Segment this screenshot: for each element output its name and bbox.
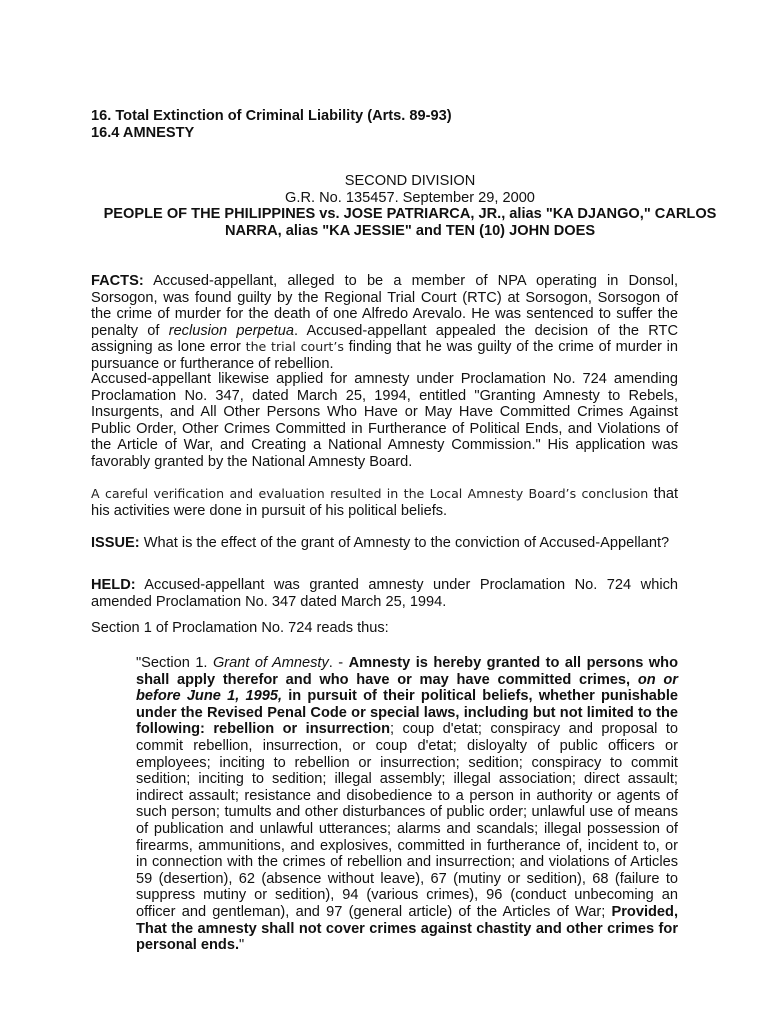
quote-grant-title: Grant of Amnesty	[212, 655, 329, 671]
facts-light-text: the trial court’s	[245, 339, 344, 355]
held-label: HELD:	[91, 577, 136, 593]
facts-text-b: . Accused-appellant appealed the decision of the RTC assigning as lone error	[91, 322, 679, 356]
quote-bold-2: in pursuit of their political beliefs, whether punishable under the Revised Penal Code or special laws, including but not limited to the following: rebellion or insurrection	[136, 688, 678, 738]
section-heading	[91, 108, 452, 141]
quote-date: on or before June 1, 1995,	[136, 671, 678, 705]
issue-paragraph	[91, 535, 678, 552]
quoted-section-1	[136, 655, 678, 954]
quote-open: "Section 1.	[136, 655, 213, 671]
case-caption	[80, 173, 740, 239]
held-paragraph	[91, 577, 678, 610]
case-number: G.R. No. 135457. September 29, 2000	[285, 189, 535, 206]
facts-paragraph	[91, 273, 678, 373]
quote-bold-1: Amnesty is hereby granted to all persons who shall apply therefor and who have or may have committed crimes,	[136, 655, 678, 688]
held-text: Accused-appellant was granted amnesty under Proclamation No. 724 which amended Proclamation No. 347 dated March 25, 1994.	[91, 577, 678, 610]
heading-line-1: 16. Total Extinction of Criminal Liability (Arts. 89-93)	[91, 108, 452, 124]
facts-italic: reclusion perpetua	[168, 322, 294, 339]
quote-proviso: Provided, That the amnesty shall not cover crimes against chastity and other crimes for personal ends.	[136, 903, 678, 954]
facts-text-a: Accused-appellant, alleged to be a member of NPA operating in Donsol, Sorsogon, was found guilty by the Regional Trial Court (RTC) at Sorsogon, Sorsogon of the crime of murder for the death of one Alfredo Arevalo. He was sentenced to suffer the penalty of	[91, 273, 678, 339]
facts-label: FACTS:	[91, 273, 144, 289]
verification-light-text: A careful verification and evaluation resulted in the Local Amnesty Board’s conclusion	[91, 486, 649, 501]
heading-line-2: 16.4 AMNESTY	[91, 124, 195, 141]
division-label: SECOND DIVISION	[344, 173, 476, 189]
issue-text: What is the effect of the grant of Amnesty to the conviction of Accused-Appellant?	[139, 535, 670, 551]
quote-close: "	[239, 937, 245, 954]
quote-crimes-list: ; coup d'etat; conspiracy and proposal to commit rebellion, insurrection, or coup d'etat; disloyalty of public officers or employees; inciting to rebellion or insurrection; sedition; conspiracy to commit sedition; inciting to sedition; illegal assembly; illegal association; direct assault; indirect assault; resistance and disobedience to a person in authority or agents of such person; tumults and other disturbances of public order; unlawful use of means of publication and unlawful utterances; alarms and scandals; illegal possession of firearms, ammunitions, and explosives, committed in furtherance of, incident to, or in connection with the crimes of rebellion and insurrection; and violations of Articles 59 (desertion), 62 (absence without leave), 67 (mutiny or sedition), 68 (failure to suppress mutiny or sedition), 94 (various crimes), 96 (conduct unbecoming an officer and gentleman), and 97 (general article) of the Articles of War;	[136, 721, 678, 920]
verification-paragraph	[91, 486, 678, 519]
case-title: PEOPLE OF THE PHILIPPINES vs. JOSE PATRIARCA, JR., alias "KA DJANGO," CARLOS NARRA, alias "KA JESSIE" and TEN (10) JOHN DOES	[103, 206, 717, 239]
facts-text-c: finding that he was guilty of the crime of murder in pursuance or furtherance of rebellion.	[91, 339, 679, 372]
quote-dash: . -	[328, 655, 349, 671]
verification-rest-text: that his activities were done in pursuit of his political beliefs.	[91, 486, 678, 519]
issue-label: ISSUE:	[91, 535, 140, 551]
section-intro: Section 1 of Proclamation No. 724 reads thus:	[91, 620, 389, 636]
amnesty-application-paragraph: Accused-appellant likewise applied for amnesty under Proclamation No. 724 amending Proclamation No. 347, dated March 25, 1994, entitled "Granting Amnesty to Rebels, Insurgents, and All Other Persons Who Have or May Have Committed Crimes Against Public Order, Other Crimes Committed in Furtherance of Political Ends, and Violations of the Article of War, and Creating a National Amnesty Commission." His application was favorably granted by the National Amnesty Board.	[91, 371, 678, 470]
